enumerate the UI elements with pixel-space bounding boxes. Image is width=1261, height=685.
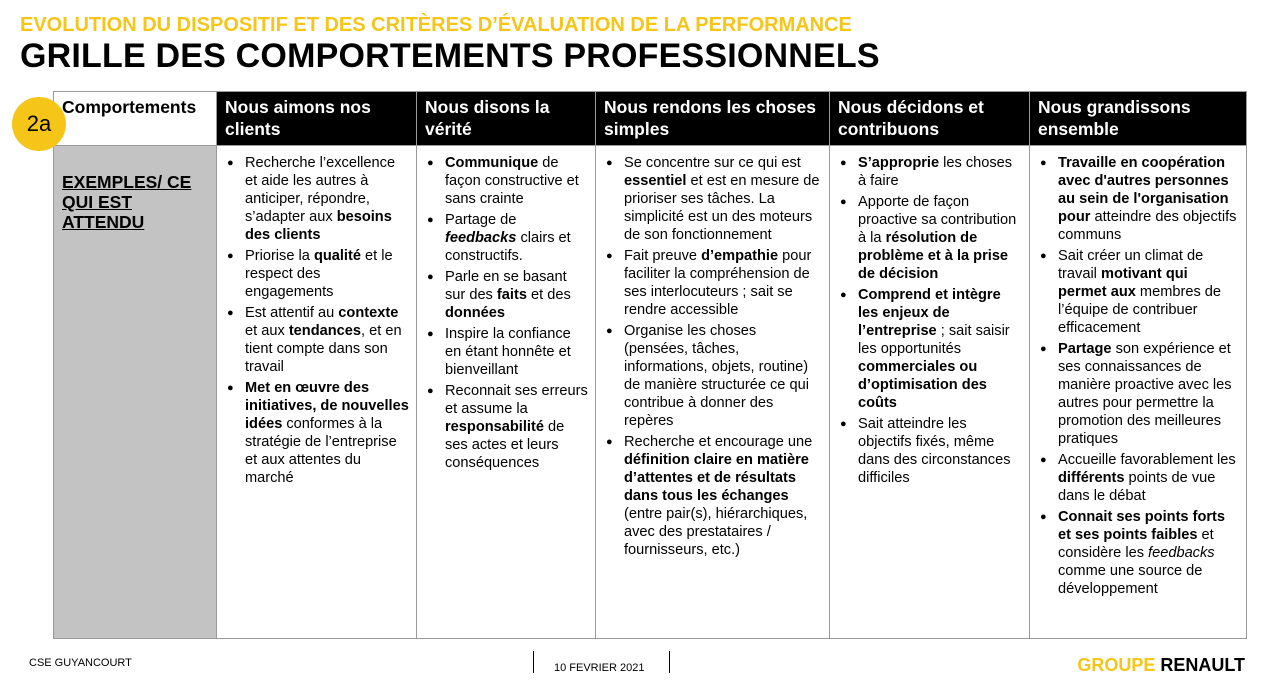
bullet-text: qualité	[313, 248, 361, 264]
bullet-item	[423, 154, 589, 208]
bullet-item	[602, 322, 823, 430]
bullet-item	[223, 154, 410, 244]
behaviors-grid	[53, 91, 1247, 639]
bullet-text: et considère les	[1058, 527, 1214, 561]
bullet-text: de ses actes et leurs conséquences	[445, 419, 565, 471]
bullet-text: Parle en se basant sur des	[445, 269, 567, 303]
bullet-list	[423, 154, 589, 472]
grid-header-row	[54, 92, 1247, 146]
row-label-cell	[54, 146, 217, 639]
bullet-item	[602, 154, 823, 244]
column-heading: Nous disons la vérité	[417, 92, 596, 146]
footer-date: 10 FEVRIER 2021	[554, 662, 645, 674]
bullet-text: et des	[526, 287, 571, 303]
bullet-text: membres de l’équipe de contribuer efficacement	[1058, 284, 1222, 336]
section-badge: 2a	[12, 97, 66, 151]
brand-groupe: GROUPE	[1077, 655, 1156, 675]
bullet-text: atteindre des objectifs communs	[1058, 209, 1237, 243]
column-heading: Nous aimons nos clients	[217, 92, 417, 146]
bullet-text: S’approprie	[858, 155, 940, 171]
bullet-item	[1036, 451, 1240, 505]
brand-logo	[1077, 655, 1245, 676]
bullet-text: Comprend et intègre les enjeux de l’entreprise	[858, 287, 1001, 339]
bullet-text: son expérience et ses connaissances de manière proactive avec les autres pour permettre la promotion des meilleures pratiques	[1058, 341, 1232, 447]
bullet-text: ; sait saisir les opportunités	[858, 323, 1010, 357]
bullet-text: commerciales ou d’optimisation des coûts	[858, 359, 987, 411]
bullet-text: Se concentre sur ce qui est	[624, 155, 801, 171]
bullet-text: les choses à faire	[858, 155, 1013, 189]
bullet-item	[602, 433, 823, 559]
column-cell	[1030, 146, 1247, 639]
bullet-text: , et en tient compte dans son travail	[245, 323, 402, 375]
bullet-list	[602, 154, 823, 559]
bullet-item	[223, 247, 410, 301]
bullet-item	[423, 325, 589, 379]
bullet-item	[836, 193, 1023, 283]
bullet-text: Organise les choses (pensées, tâches, informations, objets, routine) de manière structurée ce qui contribue à donner des repères	[624, 323, 809, 429]
bullet-item	[836, 286, 1023, 412]
bullet-item	[602, 247, 823, 319]
bullet-text: Connait ses points forts et ses points faibles	[1058, 509, 1226, 543]
bullet-item	[1036, 508, 1240, 598]
bullet-text: tendances	[288, 323, 361, 339]
grid-body-row	[54, 146, 1247, 639]
column-heading: Nous décidons et contribuons	[830, 92, 1030, 146]
column-cell	[417, 146, 596, 639]
bullet-text: essentiel	[624, 173, 687, 189]
bullet-text: Communique	[445, 155, 539, 171]
bullet-text: comme une source de développement	[1058, 563, 1203, 597]
column-cell	[596, 146, 830, 639]
bullet-text: Recherche et encourage une	[624, 434, 813, 450]
bullet-text: et aux	[245, 323, 289, 339]
bullet-text: Sait créer un climat de travail	[1058, 248, 1204, 282]
bullet-text: et le respect des engagements	[245, 248, 393, 300]
bullet-text: données	[445, 305, 506, 321]
bullet-text: points de vue dans le débat	[1058, 470, 1216, 504]
bullet-text: Recherche l’excellence et aide les autres à anticiper, répondre, s’adapter aux	[245, 155, 396, 225]
bullet-text: Inspire la confiance en étant honnête et bienveillant	[445, 326, 571, 378]
bullet-text: Accueille favorablement les	[1058, 452, 1236, 468]
bullet-text: Priorise la	[245, 248, 314, 264]
bullet-list	[1036, 154, 1240, 598]
bullet-text: besoins des clients	[245, 209, 392, 243]
bullet-item	[423, 211, 589, 265]
row-label: EXEMPLES/ CE QUI EST ATTENDU	[62, 172, 192, 232]
bullet-list	[223, 154, 410, 487]
bullet-text: feedbacks	[1148, 545, 1215, 561]
bullet-text: Fait preuve	[624, 248, 702, 264]
bullet-text: contexte	[338, 305, 399, 321]
page-title: GRILLE DES COMPORTEMENTS PROFESSIONNELS	[20, 37, 880, 75]
bullet-text: définition claire en matière d’attentes et de résultats dans tous les échanges	[624, 452, 809, 504]
bullet-text: Est attentif au	[245, 305, 339, 321]
brand-name: RENAULT	[1160, 655, 1245, 675]
bullet-item	[836, 415, 1023, 487]
column-cell	[217, 146, 417, 639]
bullet-text: Sait atteindre les objectifs fixés, même dans des circonstances difficiles	[858, 416, 1011, 486]
bullet-item	[1036, 154, 1240, 244]
column-heading: Nous grandissons ensemble	[1030, 92, 1247, 146]
bullet-text: Reconnait ses erreurs et assume la	[445, 383, 588, 417]
bullet-text: Partage	[1058, 341, 1112, 357]
bullet-list	[836, 154, 1023, 487]
bullet-text: responsabilité	[445, 419, 544, 435]
bullet-text: conformes à la stratégie de l’entreprise et aux attentes du marché	[245, 416, 397, 486]
bullet-text: (entre pair(s), hiérarchiques, avec des prestataires / fournisseurs, etc.)	[624, 506, 808, 558]
footer-divider	[669, 651, 670, 673]
bullet-item	[836, 154, 1023, 190]
bullet-text: faits	[496, 287, 527, 303]
supertitle: EVOLUTION DU DISPOSITIF ET DES CRITÈRES D’ÉVALUATION DE LA PERFORMANCE	[20, 14, 852, 36]
bullet-text: différents	[1058, 470, 1125, 486]
bullet-text: et est en mesure de prioriser ses tâches. La simplicité est un des moteurs de son fonctionnement	[624, 173, 820, 243]
bullet-text: motivant qui permet aux	[1058, 266, 1188, 300]
footer-divider	[533, 651, 534, 673]
bullet-item	[1036, 247, 1240, 337]
bullet-text: de façon constructive et sans crainte	[445, 155, 579, 207]
row-header-label: Comportements	[54, 92, 217, 146]
footer-location: CSE GUYANCOURT	[29, 657, 132, 669]
column-heading: Nous rendons les choses simples	[596, 92, 830, 146]
bullet-text: feedbacks	[445, 230, 517, 246]
bullet-item	[423, 268, 589, 322]
bullet-item	[223, 379, 410, 487]
column-cell	[830, 146, 1030, 639]
bullet-item	[423, 382, 589, 472]
bullet-text: Met en œuvre des initiatives, de nouvelles idées	[245, 380, 409, 432]
bullet-text: Apporte de façon proactive sa contribution à la	[858, 194, 1017, 246]
bullet-text: Partage de	[445, 212, 517, 228]
bullet-item	[1036, 340, 1240, 448]
bullet-text: résolution de problème et à la prise de décision	[858, 230, 1009, 282]
bullet-text: Travaille en coopération avec d'autres personnes au sein de l'organisation pour	[1058, 155, 1229, 225]
bullet-text: clairs et constructifs.	[445, 230, 571, 264]
bullet-item	[223, 304, 410, 376]
bullet-text: d’empathie	[701, 248, 779, 264]
bullet-text: pour faciliter la compréhension de ses interlocuteurs ; sait se rendre accessible	[624, 248, 812, 318]
